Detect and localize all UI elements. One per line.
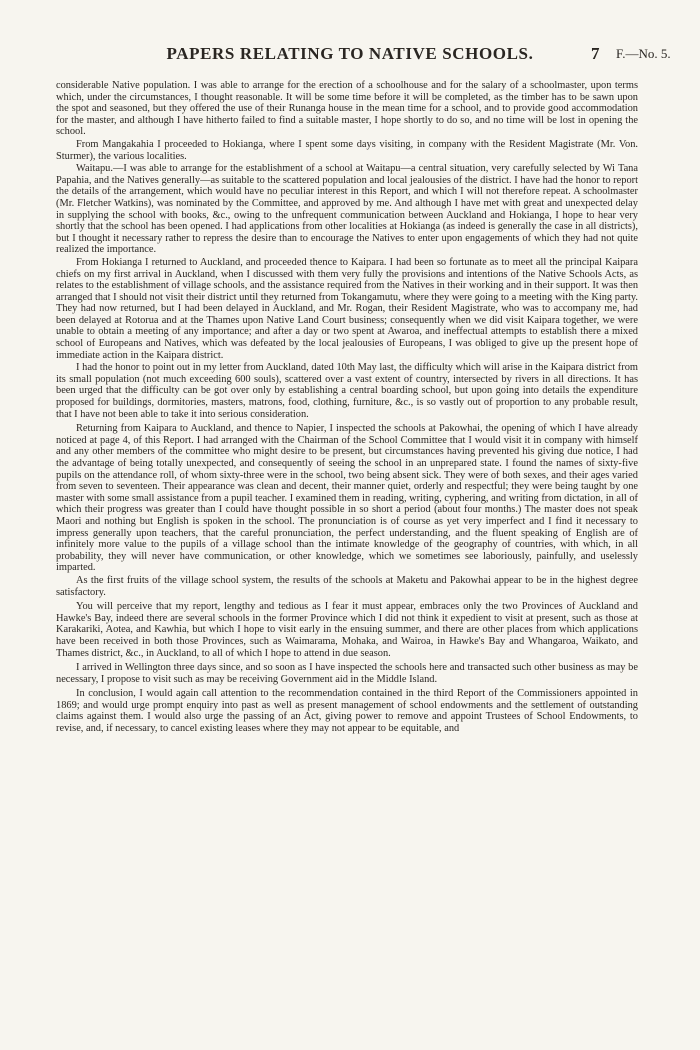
paragraph: I had the honor to point out in my letter from Auckland, dated 10th May last, the difficulty which will arise in the Kaipara district from its small population (not much exceeding 600 souls), scattered over a vast extent of country, intersected by rivers in all directions. It has been urged that the difficulty can be got over only by establishing a central boarding school, but upon going into details the expenditure proposed for buildings, dormitories, masters, matrons, food, clothing, furniture, &c., is so vastly out of proportion to any probable result, that I have not been able to take it into serious consideration.: [56, 362, 638, 420]
page-header: [0, 44, 700, 68]
paragraph: As the first fruits of the village school system, the results of the schools at Maketu and Pakowhai appear to be in the highest degree satisfactory.: [56, 574, 638, 598]
page-number: 7: [591, 44, 600, 63]
paragraph: From Mangakahia I proceeded to Hokianga, where I spent some days visiting, in company with the Resident Magistrate (Mr. Von. Sturmer), the various localities.: [56, 138, 638, 162]
paragraph: In conclusion, I would again call attention to the recommendation contained in the third Report of the Commissioners appointed in 1869; and would urge prompt enquiry into past as well as present management of school endowments and the settlement of outstanding claims against them. I would also urge the passing of an Act, giving power to remove and appoint Trustees of School Endowments, to revise, and, if necessary, to cancel existing leases where they may not appear to be equitable, and: [56, 688, 638, 735]
paragraph: You will perceive that my report, lengthy and tedious as I fear it must appear, embraces only the two Provinces of Auckland and Hawke's Bay, indeed there are several schools in the former Province which I did not think it expedient to visit at present, such as those at Karakariki, Aotea, and Kawhia, but which I hope to visit early in the ensuing summer, and there are other places from which applications have been received in both those Provinces, such as Waimarama, Mohaka, and Wairoa, in Hawke's Bay and Whangaroa, Waikato, and Thames district, &c., in Auckland, to all of which I hope to attend in due season.: [56, 601, 638, 659]
paragraph: I arrived in Wellington three days since, and so soon as I have inspected the schools here and transacted such other business as may be necessary, I propose to visit such as may be receiving Government aid in the Middle Island.: [56, 662, 638, 685]
body-text: [56, 80, 638, 736]
paragraph: From Hokianga I returned to Auckland, and proceeded thence to Kaipara. I had been so fortunate as to meet all the principal Kaipara chiefs on my first arrival in Auckland, when I discussed with them very fully the provisions and intentions of the Native Schools Acts, as relates to the establishment of village schools, and the assistance required from the Natives in their working and in their support. It was then arranged that I should not visit their district until they returned from Tokangamutu, where they were going to a meeting with the King party. They had now returned, but I had been delayed in Auckland, and Mr. Rogan, their Resident Magistrate, who was to accompany me, had been delayed at Rotorua and at the Thames upon Native Land Court business; consequently when we did visit Kaipara together, we were unable to obtain a meeting of any importance; and after a day or two spent at Awaroa, and ineffectual attempts to establish there a mixed school of Europeans and Natives, which was defeated by the local jealousies of Europeans, I was obliged to give up the present hope of immediate action in the Kaipara district.: [56, 256, 639, 361]
paragraph: Returning from Kaipara to Auckland, and thence to Napier, I inspected the schools at Pakowhai, the opening of which I have already noticed at page 4, of this Report. I had arranged with the Chairman of the School Committee that I would visit it in company with himself and any other members of the committee who might desire to be present, but circumstances having prevented his giving due notice, I had the advantage of being totally unexpected, and consequently of seeing the school in an unprepared state. I found the names of sixty-five pupils on the attendance roll, of whom sixty-three were in the school, two being absent sick. They were of both sexes, and their ages varied from seven to seventeen. Their appearance was clean and decent, their manner quiet, orderly and respectful; they were being taught by one master with some small assistance from a pupil teacher. I examined them in reading, writing, cyphering, and writing from dictation, in all of which their progress was greater than I could have thought possible in so short a period (about four months.) The master does not speak Maori and nothing but English is spoken in the school. The pronunciation is of course as yet very imperfect and I find it necessary to impress generally upon teachers, that the careful pronunciation, the perfect understanding, and the fluent speaking of English are of infinitely more value to the pupils of a village school than the intimate knowledge of the geography of countries, with which, in all probability, they will never have communication, or other knowledge, which we sometimes see laboriously, painfully, and uselessly imparted.: [56, 423, 639, 574]
paragraph: Waitapu.—I was able to arrange for the establishment of a school at Waitapu—a central situation, very carefully selected by Wi Tana Papahia, and the Natives generally—as suitable to the scattered population and local jealousies of the district. I have had the honor to report the details of the arrangement, which would have no peculiar interest in this Report, and which I will not therefore repeat. A schoolmaster (Mr. Fletcher Watkins), was nominated by the Committee, and approved by me. And although I have met with great and unexpected delay in supplying the school with books, &c., owing to the unfrequent communication between Auckland and Hokianga, I hope to hear very shortly that the school has been opened. I had applications from other localities at Hokianga (as indeed is generally the case in all districts), but I thought it necessary rather to repress the desire than to encourage the Natives to enter upon engagements of which they had not quite realized the importance.: [56, 163, 638, 256]
page-title: PAPERS RELATING TO NATIVE SCHOOLS.: [166, 44, 534, 63]
paper-reference: F.—No. 5.: [616, 46, 671, 61]
paragraph: considerable Native population. I was able to arrange for the erection of a schoolhouse and for the salary of a schoolmaster, upon terms which, under the circumstances, I thought reasonable. It will be some time before it will be completed, as the timber has to be sawn upon the spot and seasoned, but they offered the use of their Runanga house in the mean time for a school, and to provide good accommodation for the master, and although I have hitherto failed to find a suitable master, I hope shortly to do so, and no time will be lost in opening the school.: [56, 80, 638, 138]
